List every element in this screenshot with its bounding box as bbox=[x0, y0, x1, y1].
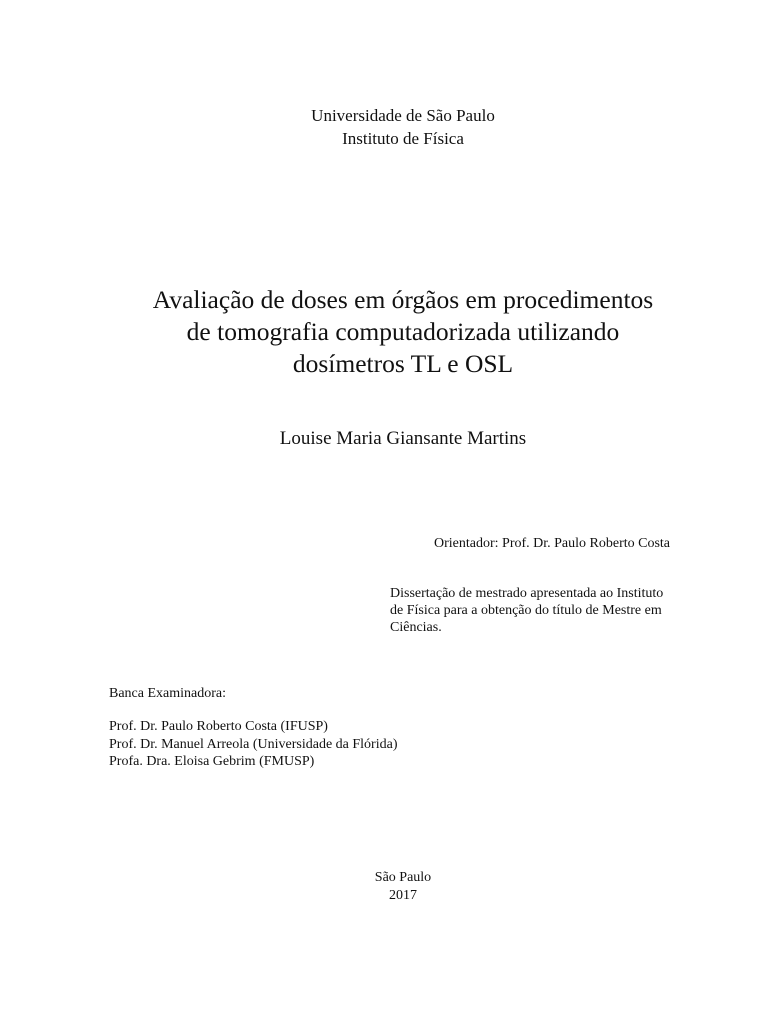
city: São Paulo bbox=[374, 870, 432, 885]
year: 2017 bbox=[389, 888, 417, 903]
thesis-title-line-2: de tomografia computadorizada utilizando bbox=[186, 317, 620, 346]
committee-member: Profa. Dra. Eloisa Gebrim (FMUSP) bbox=[109, 754, 315, 769]
advisor-line: Orientador: Prof. Dr. Paulo Roberto Costa bbox=[434, 536, 671, 551]
dissertation-line-3: Ciências. bbox=[390, 620, 442, 635]
university-name: Universidade de São Paulo bbox=[311, 106, 495, 125]
thesis-title-line-3: dosímetros TL e OSL bbox=[292, 349, 514, 378]
thesis-title-line-1: Avaliação de doses em órgãos em procedimentos bbox=[152, 285, 654, 314]
institute-name: Instituto de Física bbox=[342, 129, 464, 148]
dissertation-line-2: de Física para a obtenção do título de Mestre em bbox=[390, 603, 662, 618]
committee-heading: Banca Examinadora: bbox=[109, 686, 227, 701]
dissertation-line-1: Dissertação de mestrado apresentada ao Instituto bbox=[390, 586, 664, 601]
author-name: Louise Maria Giansante Martins bbox=[279, 428, 527, 449]
committee-member: Prof. Dr. Paulo Roberto Costa (IFUSP) bbox=[109, 719, 328, 734]
committee-member: Prof. Dr. Manuel Arreola (Universidade da Flórida) bbox=[109, 737, 398, 752]
